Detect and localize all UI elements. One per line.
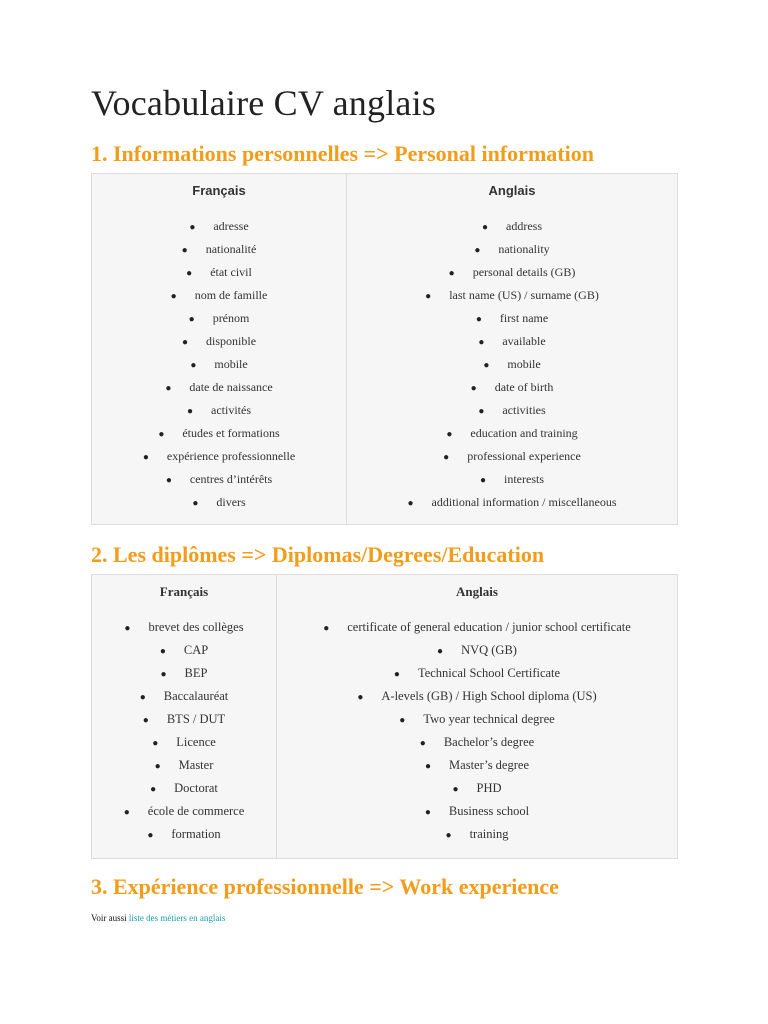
term-text: date de naissance [189,380,273,394]
term-text: disponible [206,334,257,348]
term-text: nationalité [205,242,257,256]
term-text: interests [504,472,545,486]
page-title: Vocabulaire CV anglais [91,83,436,123]
french-terms-list [92,208,346,524]
term-text: Bachelor’s degree [443,735,535,749]
bullet-icon: ● [407,498,414,509]
list-item [92,662,276,685]
term-text: address [506,219,543,233]
term-text: centres d’intérêts [189,472,273,486]
list-item [347,445,677,468]
list-item [92,307,346,330]
list-item [347,261,677,284]
bullet-icon: ● [393,669,400,680]
personal-information-table [91,173,678,525]
list-item [347,399,677,422]
term-text: activities [502,403,546,417]
bullet-icon: ● [425,761,432,772]
term-text: Technical School Certificate [417,666,561,680]
list-item [277,800,677,823]
term-text: Master [178,758,214,772]
list-item [277,708,677,731]
list-item [92,376,346,399]
bullet-icon: ● [190,360,197,371]
term-text: last name (US) / surname (GB) [449,288,599,302]
list-item [92,491,346,514]
bullet-icon: ● [123,807,130,818]
list-item [277,754,677,777]
bullet-icon: ● [424,807,431,818]
bullet-icon: ● [452,784,459,795]
term-text: brevet des collèges [148,620,244,634]
column-header-french: Français [92,575,277,610]
bullet-icon: ● [165,383,172,394]
list-item [92,399,346,422]
list-item [347,468,677,491]
term-text: Business school [448,804,530,818]
bullet-icon: ● [478,406,485,417]
term-text: certificate of general education / junior school certificate [347,620,631,634]
bullet-icon: ● [142,715,149,726]
bullet-icon: ● [437,646,444,657]
job-list-link[interactable]: liste des métiers en anglais [128,913,226,923]
english-terms-list [277,609,677,858]
term-text: BEP [184,666,208,680]
bullet-icon: ● [425,291,432,302]
list-item [92,823,276,846]
english-terms-cell [347,208,678,525]
english-terms-cell [277,609,678,859]
term-text: expérience professionnelle [166,449,296,463]
term-text: education and training [470,426,578,440]
see-also-note [91,913,225,923]
diplomas-table [91,574,678,859]
term-text: mobile [214,357,248,371]
list-item [347,376,677,399]
bullet-icon: ● [124,623,131,634]
term-text: nom de famille [194,288,268,302]
list-item [347,422,677,445]
term-text: prénom [212,311,250,325]
term-text: personal details (GB) [472,265,576,279]
bullet-icon: ● [147,830,154,841]
term-text: mobile [507,357,541,371]
term-text: CAP [183,643,209,657]
bullet-icon: ● [158,429,165,440]
section-heading-personal-information: 1. Informations personnelles => Personal information [91,141,594,166]
list-item [92,731,276,754]
list-item [92,685,276,708]
see-also-prefix: Voir aussi [91,913,127,923]
term-text: A-levels (GB) / High School diploma (US) [381,689,597,703]
french-terms-cell [92,208,347,525]
bullet-icon: ● [446,429,453,440]
term-text: Baccalauréat [163,689,229,703]
bullet-icon: ● [165,475,172,486]
column-header-english: Anglais [277,575,678,610]
bullet-icon: ● [186,406,194,417]
bullet-icon: ● [150,784,157,795]
list-item [277,731,677,754]
list-item [277,616,677,639]
list-item [92,353,346,376]
bullet-icon: ● [188,314,195,325]
list-item [277,639,677,662]
section-heading-diplomas: 2. Les diplômes => Diplomas/Degrees/Education [91,542,545,567]
term-text: NVQ (GB) [461,643,517,657]
term-text: Licence [176,735,216,749]
term-text: études et formations [182,426,280,440]
section-heading-work-experience: 3. Expérience professionnelle => Work experience [91,874,559,899]
bullet-icon: ● [142,452,149,463]
bullet-icon: ● [357,692,364,703]
bullet-icon: ● [481,222,489,233]
term-text: Doctorat [174,781,218,795]
bullet-icon: ● [152,738,159,749]
list-item [347,330,677,353]
term-text: divers [216,495,246,509]
list-item [92,708,276,731]
term-text: activités [211,403,252,417]
list-item [92,330,346,353]
bullet-icon: ● [448,268,455,279]
list-item [92,800,276,823]
bullet-icon: ● [170,291,177,302]
list-item [92,777,276,800]
list-item [347,215,677,238]
list-item [92,616,276,639]
term-text: first name [499,311,549,325]
term-text: état civil [210,265,252,279]
french-terms-cell [92,609,277,859]
bullet-icon: ● [399,715,406,726]
bullet-icon: ● [475,314,482,325]
list-item [347,238,677,261]
bullet-icon: ● [159,646,166,657]
bullet-icon: ● [474,245,481,256]
french-terms-list [92,609,276,858]
list-item [277,662,677,685]
term-text: école de commerce [147,804,245,818]
list-item [92,639,276,662]
term-text: Master’s degree [449,758,529,772]
list-item [277,777,677,800]
term-text: Two year technical degree [423,712,555,726]
column-header-french: Français [92,174,347,209]
list-item [92,261,346,284]
bullet-icon: ● [419,738,426,749]
list-item [92,215,346,238]
list-item [347,491,677,514]
term-text: additional information / miscellaneous [431,495,617,509]
bullet-icon: ● [479,475,487,486]
bullet-icon: ● [139,692,146,703]
term-text: professional experience [467,449,581,463]
column-header-english: Anglais [347,174,678,209]
bullet-icon: ● [154,761,161,772]
bullet-icon: ● [189,222,196,233]
bullet-icon: ● [443,452,450,463]
english-terms-list [347,208,677,524]
list-item [347,307,677,330]
bullet-icon: ● [478,337,485,348]
term-text: PHD [476,781,502,795]
list-item [92,238,346,261]
list-item [347,284,677,307]
bullet-icon: ● [181,245,188,256]
bullet-icon: ● [186,268,193,279]
list-item [92,422,346,445]
list-item [92,445,346,468]
list-item [92,468,346,491]
bullet-icon: ● [470,383,477,394]
term-text: nationality [498,242,550,256]
term-text: adresse [213,219,249,233]
bullet-icon: ● [181,337,189,348]
bullet-icon: ● [192,498,199,509]
bullet-icon: ● [445,830,452,841]
list-item [92,284,346,307]
bullet-icon: ● [483,360,490,371]
bullet-icon: ● [160,669,167,680]
term-text: training [469,827,509,841]
list-item [347,353,677,376]
term-text: date of birth [494,380,554,394]
term-text: formation [171,827,221,841]
list-item [277,823,677,846]
list-item [277,685,677,708]
list-item [92,754,276,777]
term-text: available [502,334,546,348]
bullet-icon: ● [323,623,330,634]
term-text: BTS / DUT [166,712,226,726]
